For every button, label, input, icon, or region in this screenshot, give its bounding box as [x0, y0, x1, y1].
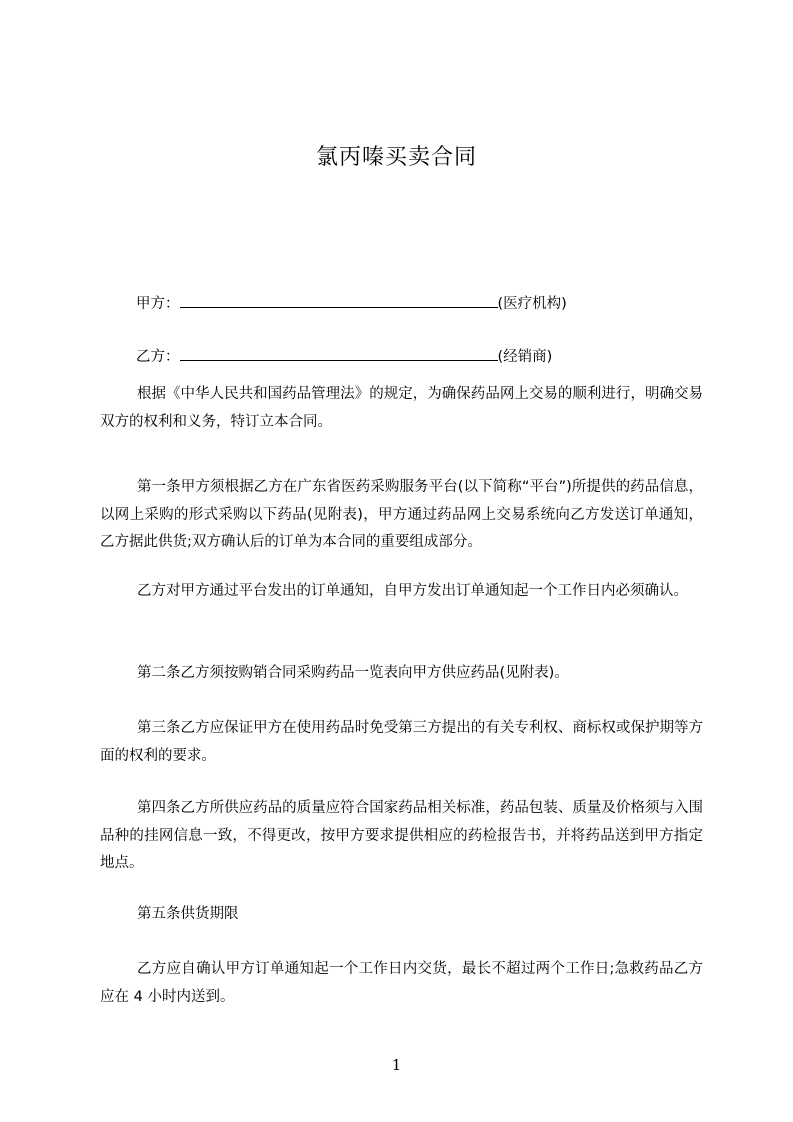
party-b-note: (经销商): [497, 349, 553, 365]
paragraph-article-3: 第三条乙方应保证甲方在使用药品时免受第三方提出的有关专利权、商标权或保护期等方面的权利的要求。: [100, 720, 703, 764]
party-a-label: 甲方：: [136, 296, 180, 312]
paragraph-delivery-terms: 乙方应自确认甲方订单通知起一个工作日内交货，最长不超过两个工作日;急救药品乙方应在 4 小时内送到。: [100, 961, 703, 1005]
party-a-line: [136, 292, 567, 313]
paragraph-article-2: 第二条乙方须按购销合同采购药品一览表向甲方供应药品(见附表)。: [137, 665, 569, 681]
party-b-blank: [180, 346, 498, 361]
party-b-line: [136, 345, 552, 366]
party-a-blank: [180, 293, 498, 308]
paragraph-article-1: 第一条甲方须根据乙方在广东省医药采购服务平台(以下简称“平台”)所提供的药品信息，以网上采购的形式采购以下药品(见附表)，甲方通过药品网上交易系统向乙方发送订单通知，乙方据此供货;双方确认后的订单为本合同的重要组成部分。: [100, 479, 703, 550]
party-a-note: (医疗机构): [497, 296, 567, 312]
party-b-label: 乙方：: [136, 349, 180, 365]
paragraph-confirmation: 乙方对甲方通过平台发出的订单通知，自甲方发出订单通知起一个工作日内必须确认。: [137, 583, 688, 599]
page-number: 1: [391, 1056, 402, 1074]
paragraph-article-4: 第四条乙方所供应药品的质量应符合国家药品相关标准，药品包装、质量及价格须与入围品种的挂网信息一致，不得更改，按甲方要求提供相应的药检报告书，并将药品送到甲方指定地点。: [100, 800, 703, 871]
paragraph-preamble: 根据《中华人民共和国药品管理法》的规定，为确保药品网上交易的顺利进行，明确交易双方的权利和义务，特订立本合同。: [100, 386, 703, 430]
page-title: 氯丙嗪买卖合同: [315, 145, 477, 170]
paragraph-article-5-heading: 第五条供货期限: [137, 906, 239, 922]
